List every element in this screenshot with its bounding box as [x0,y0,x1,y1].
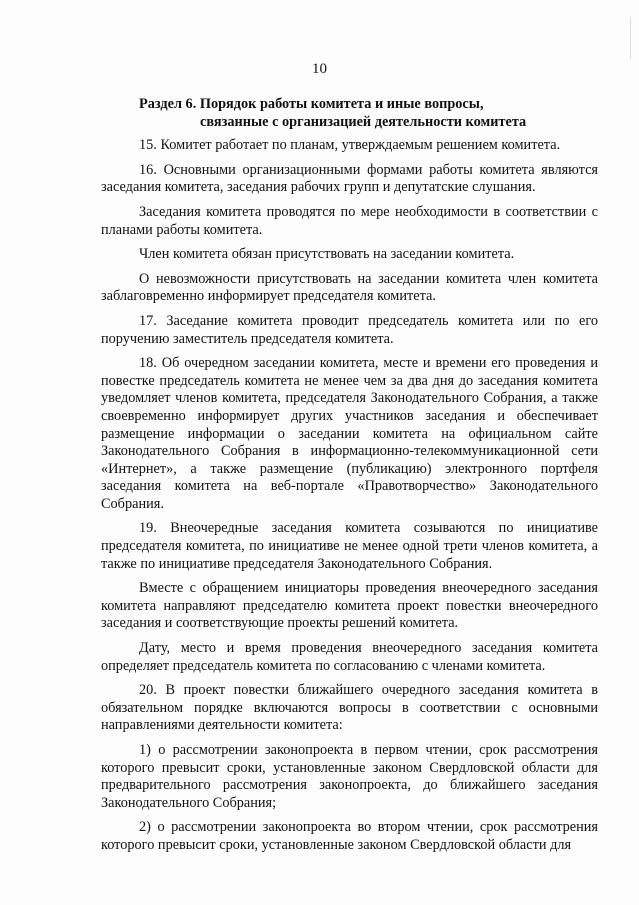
paragraph-item-17: 17. Заседание комитета проводит председатель комитета или по его поручению заместитель председателя комитета. [101,312,598,347]
page-number: 10 [312,61,327,77]
paragraph-item-20: 20. В проект повестки ближайшего очередного заседания комитета в обязательном порядке включаются вопросы в соответствии с основными направлениями деятельности комитета: [101,682,598,734]
document-body [101,96,598,862]
paragraph-absence-notice: О невозможности присутствовать на заседании комитета член комитета заблаговременно информирует председателя комитета. [101,270,598,305]
list-item-1: 1) о рассмотрении законопроекта в первом чтении, срок рассмотрения которого превысит сроки, установленные законом Свердловской области для предварительного рассмотрения законопроекта, до ближайшего заседания Законодательного Собрания; [101,742,598,811]
paragraph-initiators-submission: Вместе с обращением инициаторы проведения внеочередного заседания комитета направляют председателю комитета проект повестки внеочередного заседания и соответствующие проекты решений комитета. [101,580,598,632]
paragraph-extraordinary-date: Дату, место и время проведения внеочередного заседания комитета определяет председатель комитета по согласованию с членами комитета. [101,640,598,674]
paragraph-committee-meetings-schedule: Заседания комитета проводятся по мере необходимости в соответствии с планами работы комитета. [101,203,598,238]
section-heading-line-1: Раздел 6. Порядок работы комитета и иные вопросы, [139,96,484,112]
paragraph-item-16: 16. Основными организационными формами работы комитета являются заседания комитета, заседания рабочих групп и депутатские слушания. [101,161,598,196]
paragraph-item-18: 18. Об очередном заседании комитета, месте и времени его проведения и повестке председатель комитета не менее чем за два дня до заседания комитета уведомляет членов комитета, председателя Законодательного Собрания, а также своевременно информирует других участников заседания и обеспечивает размещение информации о заседании комитета на официальном сайте Законодательного Собрания в информационно-телекоммуникационной сети «Интернет», а также размещение (публикацию) электронного портфеля заседания комитета на веб-портале «Правотворчество» Законодательного Собрания. [101,355,598,512]
section-heading [101,96,598,131]
paragraph-item-19: 19. Внеочередные заседания комитета созываются по инициативе председателя комитета, по инициативе не менее одной трети членов комитета, а также по инициативе председателя Законодательного Собрания. [101,520,598,572]
list-item-2: 2) о рассмотрении законопроекта во втором чтении, срок рассмотрения которого превысит сроки, установленные законом Свердловской области для [101,819,598,853]
paragraph-item-15: 15. Комитет работает по планам, утверждаемым решением комитета. [139,137,561,154]
paragraph-attendance-duty: Член комитета обязан присутствовать на заседании комитета. [139,246,515,263]
section-heading-line-2: связанные с организацией деятельности комитета [200,113,527,130]
scan-edge-mark [630,18,631,58]
